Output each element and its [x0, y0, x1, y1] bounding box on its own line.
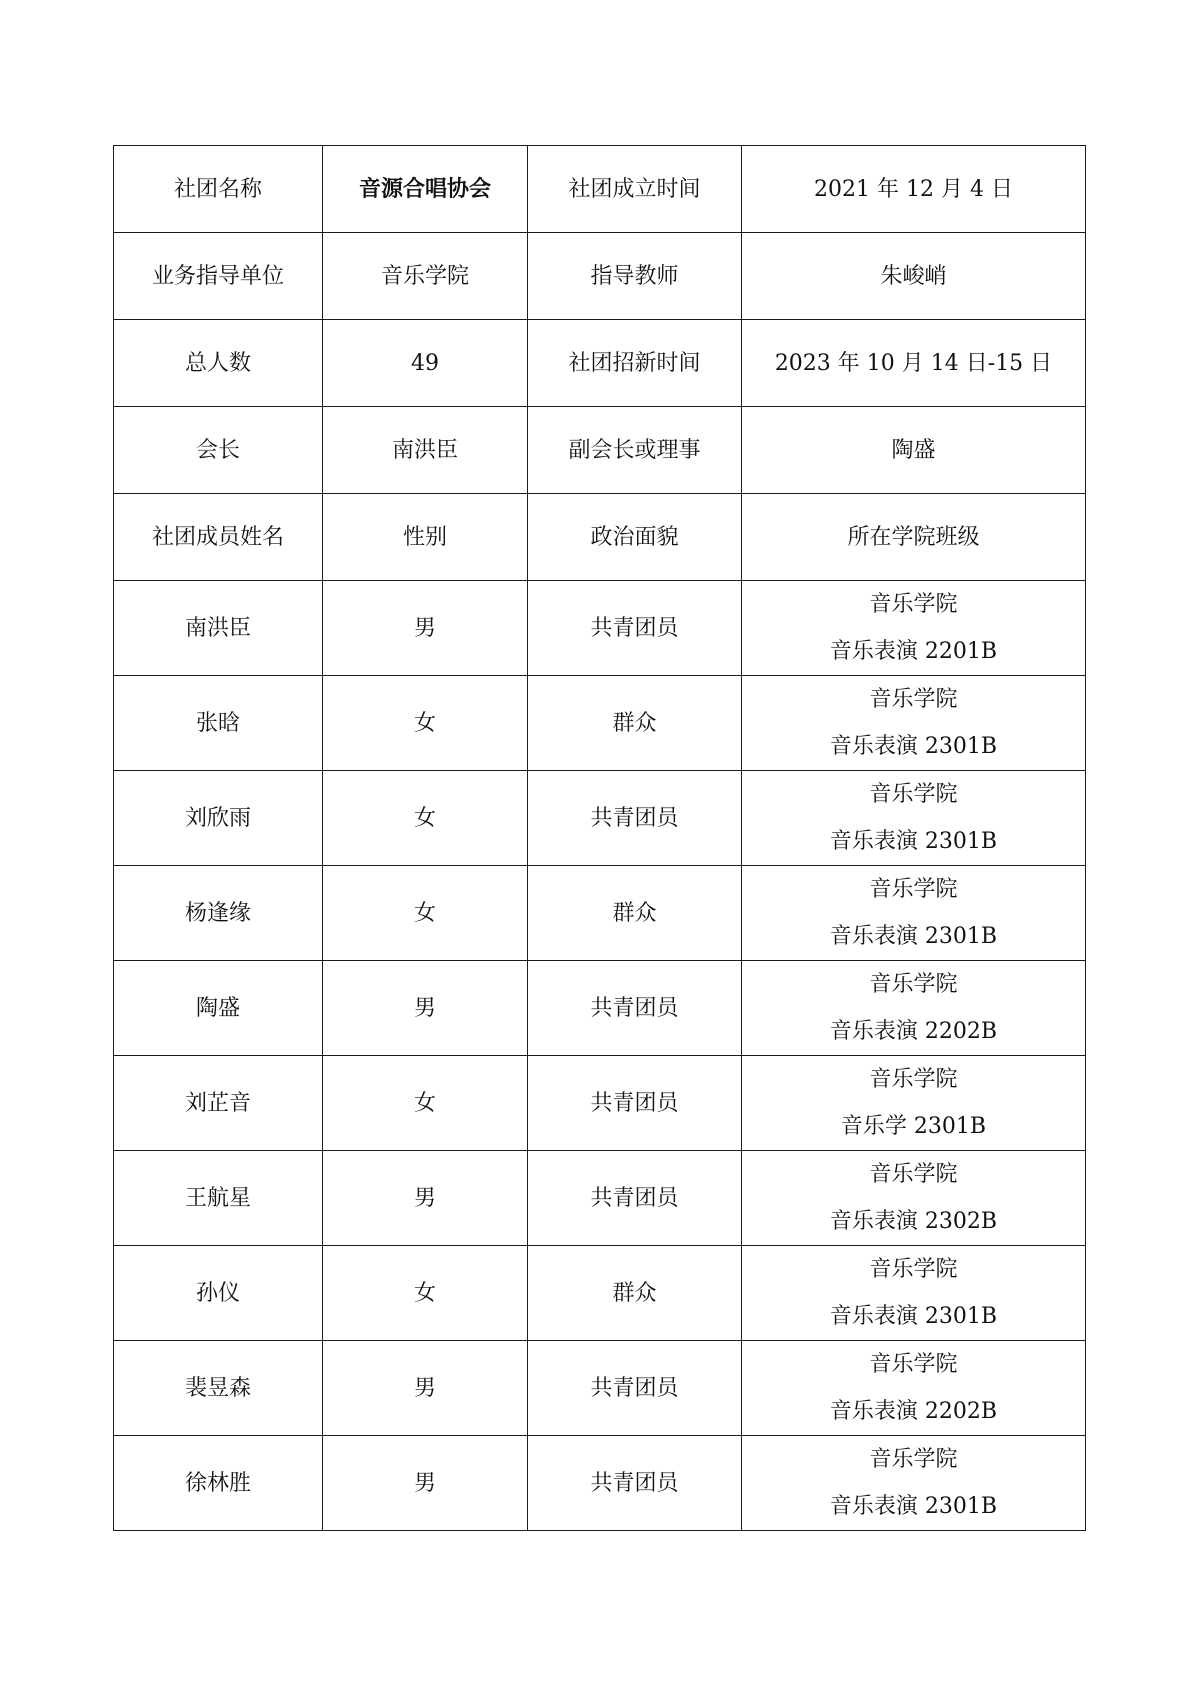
label-total-members: 总人数	[114, 320, 323, 407]
table-row	[114, 676, 1086, 771]
value-supervising-unit: 音乐学院	[323, 233, 528, 320]
header-member-name: 社团成员姓名	[114, 494, 323, 581]
value-advisor: 朱峻峭	[742, 233, 1086, 320]
member-college-class	[742, 1246, 1086, 1341]
member-gender: 男	[323, 1151, 528, 1246]
member-gender: 男	[323, 961, 528, 1056]
member-name: 裴昱森	[114, 1341, 323, 1436]
member-gender: 女	[323, 676, 528, 771]
member-class: 音乐学 2301B	[840, 1114, 987, 1139]
member-name: 刘欣雨	[114, 771, 323, 866]
table-row	[114, 771, 1086, 866]
member-college: 音乐学院	[869, 1352, 958, 1377]
member-class: 音乐表演 2202B	[829, 1399, 998, 1424]
member-college-class	[742, 581, 1086, 676]
member-political-status: 共青团员	[528, 961, 742, 1056]
header-gender: 性别	[323, 494, 528, 581]
member-name: 陶盛	[114, 961, 323, 1056]
member-political-status: 共青团员	[528, 1056, 742, 1151]
label-vice-president: 副会长或理事	[528, 407, 742, 494]
member-college-class	[742, 866, 1086, 961]
member-college: 音乐学院	[869, 972, 958, 997]
member-college: 音乐学院	[869, 592, 958, 617]
table-row	[114, 1436, 1086, 1531]
member-name: 杨逢缘	[114, 866, 323, 961]
member-college: 音乐学院	[869, 1447, 958, 1472]
member-class: 音乐表演 2301B	[829, 829, 998, 854]
table-row	[114, 961, 1086, 1056]
member-college: 音乐学院	[869, 687, 958, 712]
table-row	[114, 1151, 1086, 1246]
member-gender: 女	[323, 1246, 528, 1341]
member-college: 音乐学院	[869, 1162, 958, 1187]
supervisor-row	[114, 233, 1086, 320]
value-founded-date: 2021 年 12 月 4 日	[742, 146, 1086, 233]
member-political-status: 共青团员	[528, 771, 742, 866]
member-class: 音乐表演 2302B	[829, 1209, 998, 1234]
member-college: 音乐学院	[869, 877, 958, 902]
member-gender: 女	[323, 1056, 528, 1151]
leadership-row	[114, 407, 1086, 494]
value-president: 南洪臣	[323, 407, 528, 494]
member-gender: 男	[323, 581, 528, 676]
member-political-status: 共青团员	[528, 1341, 742, 1436]
table-row	[114, 1246, 1086, 1341]
member-college: 音乐学院	[869, 1257, 958, 1282]
member-college-class	[742, 676, 1086, 771]
member-political-status: 共青团员	[528, 581, 742, 676]
label-club-name: 社团名称	[114, 146, 323, 233]
member-political-status: 群众	[528, 676, 742, 771]
table-row	[114, 1341, 1086, 1436]
member-gender: 女	[323, 866, 528, 961]
member-political-status: 共青团员	[528, 1436, 742, 1531]
club-info-table	[113, 145, 1086, 1531]
member-political-status: 群众	[528, 866, 742, 961]
member-college-class	[742, 1056, 1086, 1151]
value-vice-president: 陶盛	[742, 407, 1086, 494]
member-class: 音乐表演 2301B	[829, 1494, 998, 1519]
member-college-class	[742, 1436, 1086, 1531]
label-recruitment-date: 社团招新时间	[528, 320, 742, 407]
label-founded-date: 社团成立时间	[528, 146, 742, 233]
member-class: 音乐表演 2301B	[829, 1304, 998, 1329]
member-college: 音乐学院	[869, 1067, 958, 1092]
label-advisor: 指导教师	[528, 233, 742, 320]
member-class: 音乐表演 2202B	[829, 1019, 998, 1044]
member-name: 刘芷音	[114, 1056, 323, 1151]
member-class: 音乐表演 2201B	[829, 639, 998, 664]
value-recruitment-date: 2023 年 10 月 14 日-15 日	[742, 320, 1086, 407]
member-name: 徐林胜	[114, 1436, 323, 1531]
label-supervising-unit: 业务指导单位	[114, 233, 323, 320]
member-political-status: 共青团员	[528, 1151, 742, 1246]
member-college-class	[742, 1151, 1086, 1246]
header-college-class: 所在学院班级	[742, 494, 1086, 581]
member-gender: 男	[323, 1341, 528, 1436]
member-name: 孙仪	[114, 1246, 323, 1341]
value-total-members: 49	[323, 320, 528, 407]
member-name: 王航星	[114, 1151, 323, 1246]
member-college: 音乐学院	[869, 782, 958, 807]
member-name: 南洪臣	[114, 581, 323, 676]
member-college-class	[742, 961, 1086, 1056]
table-row	[114, 866, 1086, 961]
header-political-status: 政治面貌	[528, 494, 742, 581]
member-political-status: 群众	[528, 1246, 742, 1341]
member-class: 音乐表演 2301B	[829, 734, 998, 759]
label-president: 会长	[114, 407, 323, 494]
member-gender: 男	[323, 1436, 528, 1531]
member-college-class	[742, 1341, 1086, 1436]
members-count-row	[114, 320, 1086, 407]
member-class: 音乐表演 2301B	[829, 924, 998, 949]
member-name: 张晗	[114, 676, 323, 771]
table-row	[114, 1056, 1086, 1151]
member-table-header	[114, 494, 1086, 581]
member-gender: 女	[323, 771, 528, 866]
table-row	[114, 581, 1086, 676]
member-college-class	[742, 771, 1086, 866]
value-club-name: 音源合唱协会	[323, 146, 528, 233]
club-name-row	[114, 146, 1086, 233]
